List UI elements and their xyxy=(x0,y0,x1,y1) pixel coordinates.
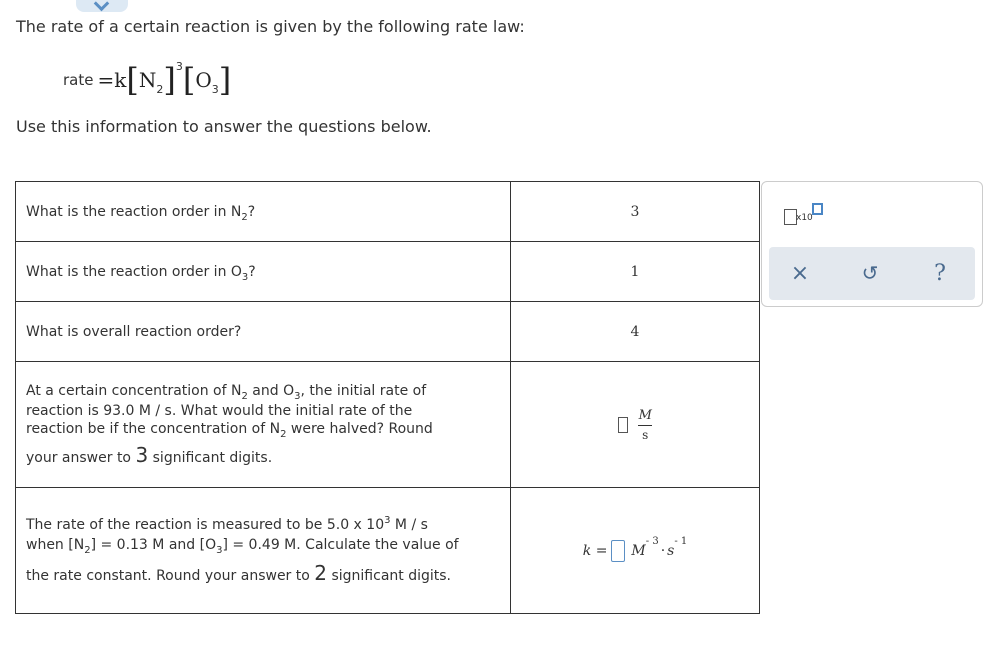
question-cell: The rate of the reaction is measured to be 5.0 x $10^3$ M / s when $[N_2] = 0.13$ M and $[O_3] = 0.49$ M. Calculate the value of the rate constant. Round your answer to 2 significant digits. xyxy=(16,488,511,614)
answer-cell xyxy=(511,488,760,614)
exponent-box-icon xyxy=(812,203,823,215)
question-cell: What is the reaction order in $N_2$? xyxy=(16,182,511,242)
table-row xyxy=(16,302,760,362)
o-subscript: 3 xyxy=(211,82,219,96)
answer-cell xyxy=(511,362,760,488)
x10-button[interactable]: x10 xyxy=(784,203,828,227)
answer-input[interactable] xyxy=(618,417,628,433)
n-symbol: N xyxy=(138,68,157,92)
n-exponent: 3 xyxy=(175,59,183,73)
rate-constant-expression: k = M - 3 · s - 1 xyxy=(583,540,688,562)
table-row xyxy=(16,488,760,614)
chevron-down-icon xyxy=(94,0,110,11)
question-cell: At a certain concentration of $N_2$ and $O_3$, the initial rate of reaction is 93.0 M / s. What would the initial rate of the reaction be if the concentration of $N_2$ were halved? Round your answer to 3 significant digits. xyxy=(16,362,511,488)
answer-field[interactable]: 3 xyxy=(511,182,760,242)
close-icon[interactable]: × xyxy=(790,260,810,286)
n-subscript: 2 xyxy=(156,82,164,96)
answer-field[interactable]: 4 xyxy=(511,302,760,362)
rate-law-formula xyxy=(63,60,231,100)
collapse-tab[interactable] xyxy=(76,0,128,12)
rate-label: rate xyxy=(63,71,94,89)
intro-text: The rate of a certain reaction is given by the following rate law: xyxy=(16,17,525,36)
answer-toolbox xyxy=(761,181,983,307)
equals-sign: = xyxy=(97,68,115,92)
help-icon[interactable]: ? xyxy=(934,260,946,286)
open-bracket: [ xyxy=(182,61,196,99)
unit-fraction: $\frac{M}{s}$ xyxy=(638,407,652,442)
question-cell: What is the reaction order in $O_3$? xyxy=(16,242,511,302)
rate-constant: k xyxy=(114,68,127,92)
table-row xyxy=(16,182,760,242)
k-answer-input[interactable] xyxy=(611,540,625,562)
undo-icon[interactable]: ↺ xyxy=(861,261,879,285)
close-bracket: ] xyxy=(163,61,176,99)
answer-field[interactable]: 1 xyxy=(511,242,760,302)
question-table xyxy=(15,181,760,614)
question-cell: What is overall reaction order? xyxy=(16,302,511,362)
instructions-text: Use this information to answer the questions below. xyxy=(16,117,432,136)
o-symbol: O xyxy=(195,68,212,92)
tool-actions-bar xyxy=(769,247,975,300)
open-bracket: [ xyxy=(126,61,139,99)
table-row xyxy=(16,242,760,302)
table-row xyxy=(16,362,760,488)
close-bracket: ] xyxy=(218,61,232,99)
